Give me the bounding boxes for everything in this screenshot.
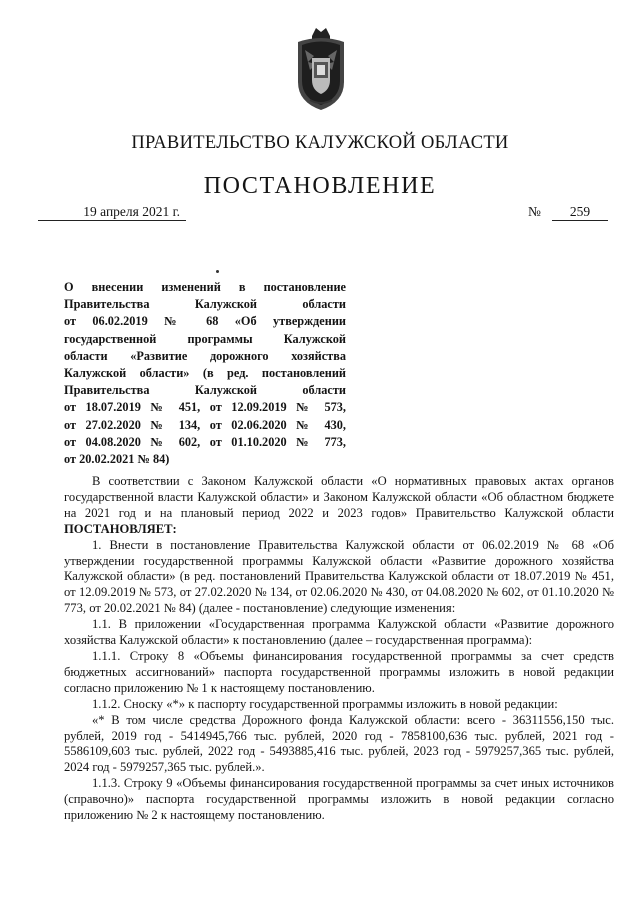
heading-line: государственной программы Калужской	[64, 331, 346, 346]
heading-line: Калужской области» (в ред. постановлений	[64, 365, 346, 380]
heading-line: от 20.02.2021 № 84)	[64, 451, 170, 466]
number-label: №	[528, 204, 541, 219]
heading-line: от 18.07.2019 № 451, от 12.09.2019 № 573,	[64, 400, 346, 415]
heading-line: Правительства Калужской области	[64, 297, 346, 312]
paragraph-1-1-3: 1.1.3. Строку 9 «Объемы финансирования государственной программы за счет иных источников (справочно)» паспорта государственной программы изложить в новой редакции согласно приложению № 2 к настоящему постановлению.	[64, 776, 614, 823]
heading-line: области «Развитие дорожного хозяйства	[64, 348, 346, 363]
paragraph-intro	[64, 474, 614, 538]
document-type: ПОСТАНОВЛЕНИЕ	[203, 173, 437, 199]
document-heading	[64, 279, 346, 468]
paragraph-1-1-2: 1.1.2. Сноску «*» к паспорту государственной программы изложить в новой редакции:	[92, 696, 558, 711]
paragraph-footnote-quote: «* В том числе средства Дорожного фонда Калужской области: всего - 36311556,150 тыс. рублей, 2019 год - 5414945,766 тыс. рублей, 2020 год - 7858100,636 тыс. рублей, 2021 год - 5586109,603 тыс. рублей, 2022 год - 5493885,416 тыс. рублей, 2023 год - 5979257,365 тыс. рублей, 2024 год - 5979257,365 тыс. рублей.».	[64, 712, 614, 775]
heading-line: от 27.02.2020 № 134, от 02.06.2020 № 430,	[64, 417, 346, 432]
document-date: 19 апреля 2021 г.	[38, 204, 186, 221]
document-number: 259	[552, 204, 608, 221]
intro-text: В соответствии с Законом Калужской области «О нормативных правовых актах органов государственной власти Калужской области» и Законом Калужской области «Об областном бюджете на 2021 год и на плановый период 2022 и 2023 годов» Правительство Калужской области	[64, 474, 614, 520]
document-body	[64, 474, 614, 824]
heading-line: от 06.02.2019 № 68 «Об утверждении	[64, 314, 346, 329]
paragraph-1: 1. Внести в постановление Правительства Калужской области от 06.02.2019 № 68 «Об утверждении государственной программы Калужской области «Развитие дорожного хозяйства Калужской области» (в ред. постановлений Правительства Калужской области от 18.07.2019 № 451, от 12.09.2019 № 573, от 27.02.2020 № 134, от 02.06.2020 № 430, от 04.08.2020 № 602, от 01.10.2020 № 773, от 20.02.2021 № 84) (далее - постановление) следующие изменения:	[64, 537, 614, 616]
coat-of-arms-icon	[290, 26, 352, 112]
heading-line: Правительства Калужской области	[64, 383, 346, 398]
resolves-keyword: ПОСТАНОВЛЯЕТ:	[64, 521, 177, 536]
paragraph-1-1-1: 1.1.1. Строку 8 «Объемы финансирования государственной программы за счет средств бюджетных ассигнований» паспорта государственной программы изложить в новой редакции согласно приложению № 1 к настоящему постановлению.	[64, 648, 614, 695]
heading-line: от 04.08.2020 № 602, от 01.10.2020 № 773,	[64, 434, 346, 449]
heading-line: О внесении изменений в постановление	[64, 280, 346, 294]
scan-speck	[216, 270, 219, 273]
paragraph-1-1: 1.1. В приложении «Государственная программа Калужской области «Развитие дорожного хозяйства Калужской области» к постановлению (далее – государственная программа):	[64, 617, 614, 648]
government-title: ПРАВИТЕЛЬСТВО КАЛУЖСКОЙ ОБЛАСТИ	[131, 133, 509, 153]
